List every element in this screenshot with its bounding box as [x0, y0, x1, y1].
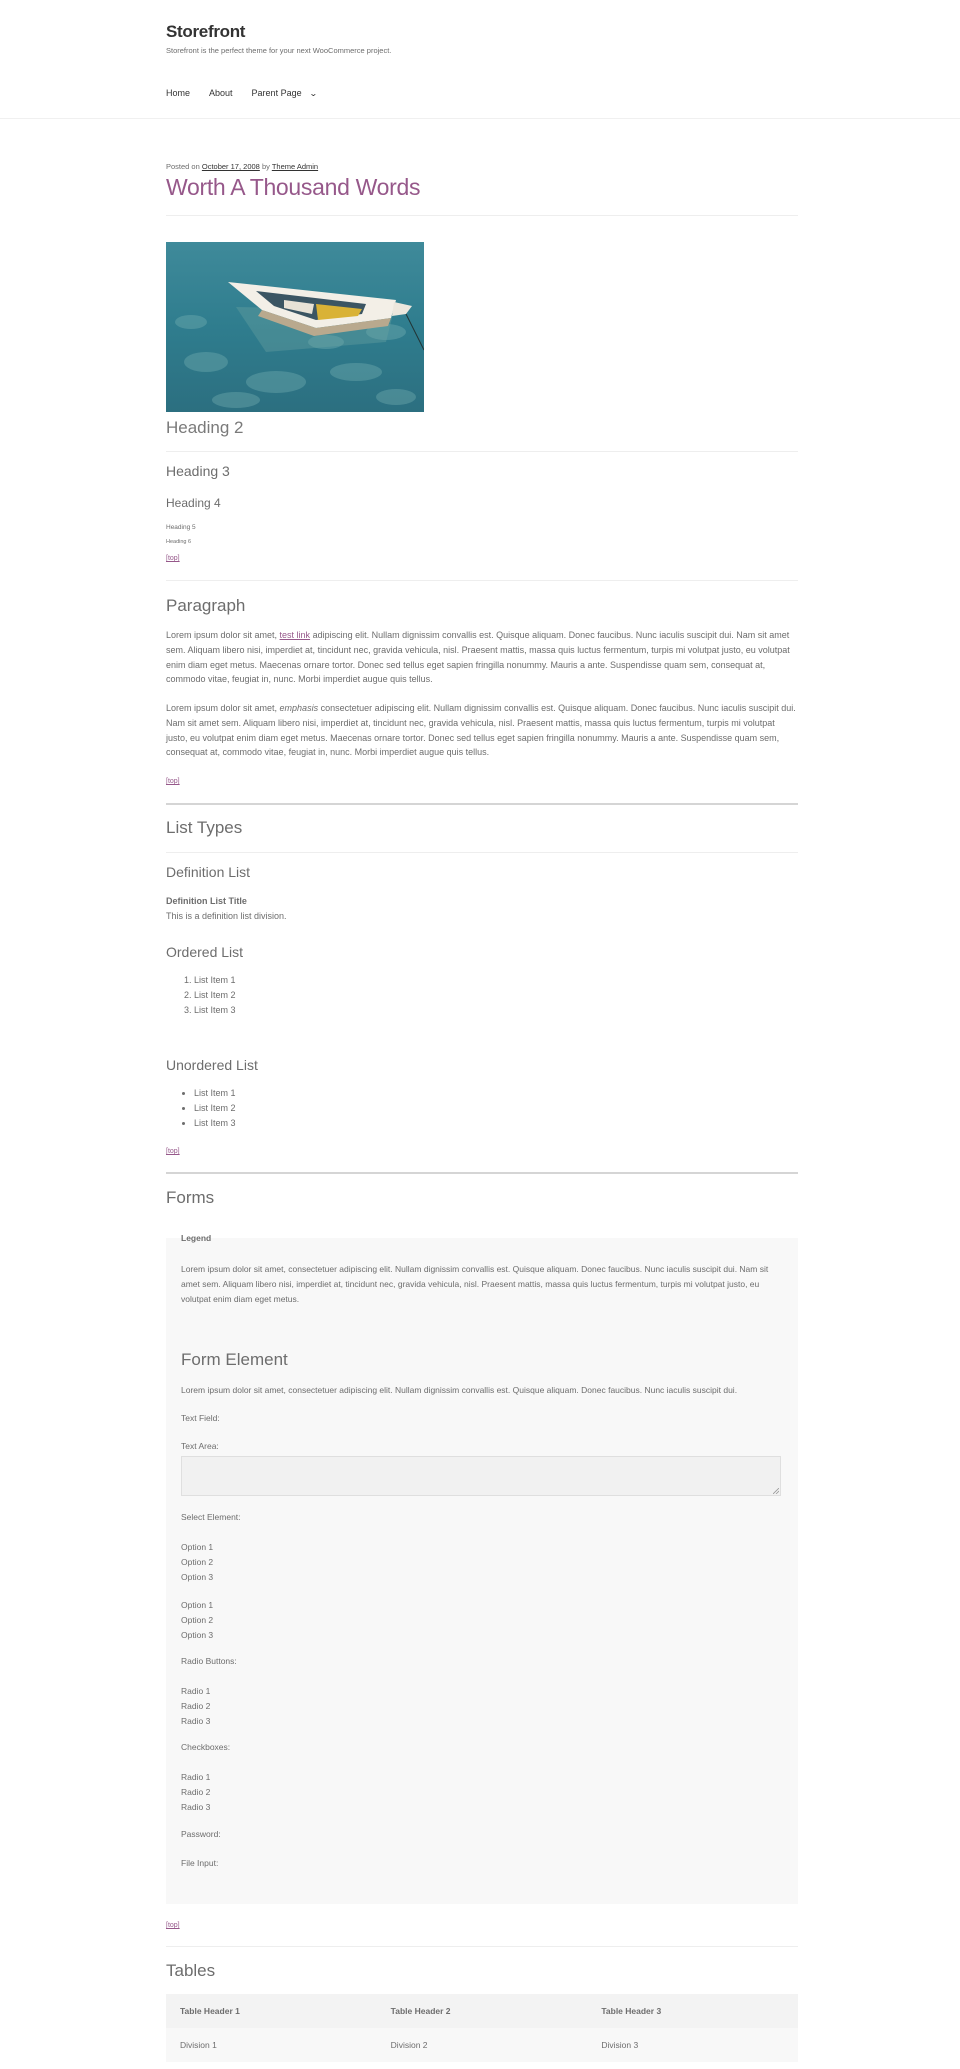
select-element-label: Select Element: — [181, 1512, 241, 1522]
select-options-group-1[interactable] — [181, 1540, 213, 1585]
radio-option[interactable]: Radio 3 — [181, 1716, 211, 1726]
form-fieldset — [166, 1238, 798, 1904]
post-title[interactable]: Worth A Thousand Words — [166, 174, 421, 200]
table-cell: Division 3 — [601, 2040, 639, 2050]
definition-description: This is a definition list division. — [166, 911, 287, 921]
table-cell: Division 1 — [180, 2040, 217, 2050]
list-item: • List Item 3 — [194, 1116, 236, 1131]
top-link[interactable]: [top] — [166, 1922, 180, 1929]
table-header-cell: Table Header 2 — [390, 2006, 451, 2016]
checkbox-option[interactable]: Radio 3 — [181, 1802, 211, 1812]
site-title[interactable]: Storefront — [166, 22, 246, 41]
checkboxes-label: Checkboxes: — [181, 1742, 231, 1752]
post-author-link[interactable]: Theme Admin — [271, 162, 319, 171]
test-link[interactable]: test link — [279, 630, 311, 640]
heading-ordered-list: Ordered List — [166, 944, 244, 960]
nav-item-home[interactable]: Home — [166, 88, 191, 98]
select-options-group-2[interactable] — [181, 1598, 213, 1643]
posted-on-label: Posted on — [166, 162, 200, 171]
emphasis-text: emphasis — [279, 703, 319, 713]
ordered-list — [194, 973, 236, 1017]
site-description: Storefront is the perfect theme for your next WooCommerce project. — [166, 46, 392, 55]
list-item: 1. List Item 1 — [194, 973, 236, 988]
list-item: 3. List Item 3 — [194, 1003, 236, 1018]
list-item: 2. List Item 2 — [194, 988, 236, 1003]
heading-4: Heading 4 — [166, 496, 221, 510]
divider — [166, 1946, 798, 1947]
primary-navigation — [166, 88, 316, 98]
resize-grip-icon[interactable] — [773, 1488, 779, 1494]
select-option[interactable]: Option 3 — [181, 1630, 214, 1640]
radio-group — [181, 1684, 210, 1729]
section-title-forms: Forms — [166, 1188, 215, 1207]
paragraph-2 — [166, 701, 798, 760]
section-title-list-types: List Types — [166, 818, 243, 837]
list-item: • List Item 1 — [194, 1086, 236, 1101]
table-header-cell: Table Header 3 — [601, 2006, 662, 2016]
chevron-down-icon[interactable]: ⌄ — [308, 89, 318, 98]
divider — [166, 451, 798, 452]
table-cell: Division 2 — [390, 2040, 428, 2050]
heading-6: Heading 6 — [166, 539, 192, 545]
form-element-text: Lorem ipsum dolor sit amet, consectetuer adipiscing elit. Nullam dignissim convallis est. Quisque aliquam. Donec faucibus. Nunc iaculis suscipit dui. — [181, 1385, 738, 1395]
top-link[interactable]: [top] — [166, 1148, 180, 1155]
text-area-label: Text Area: — [181, 1441, 219, 1451]
heading-2: Heading 2 — [166, 418, 244, 437]
table-header-row — [166, 1994, 798, 2028]
list-item: • List Item 2 — [194, 1101, 236, 1116]
top-link[interactable]: [top] — [166, 778, 180, 785]
select-option[interactable]: Option 2 — [181, 1615, 214, 1625]
section-title-tables: Tables — [166, 1961, 216, 1980]
section-title-paragraph: Paragraph — [166, 596, 246, 615]
legend-text: Lorem ipsum dolor sit amet, consectetuer adipiscing elit. Nullam dignissim convallis est. Quisque aliquam. Donec faucibus. Nunc iaculis suscipit dui. Nam sit amet sem. Aliquam libero nisi, imperdiet at, tincidunt nec, gravida vehicula, nisl. Praesent mattis, massa quis luctus fermentum, turpis mi volutpat justo, eu volutpat enim diam eget metus. — [181, 1264, 769, 1304]
nav-item-parent-page-label: Parent Page — [251, 88, 302, 98]
radio-buttons-label: Radio Buttons: — [181, 1656, 237, 1666]
divider — [166, 852, 798, 853]
checkbox-group — [181, 1770, 210, 1815]
paragraph-text: adipiscing elit. Nullam dignissim convallis est. Quisque aliquam. Donec faucibus. Nunc iaculis suscipit dui. Nam sit amet sem. Aliquam libero nisi, imperdiet at, tincidunt nec, gravida vehicula, nisl. Praesent mattis, massa quis luctus fermentum, turpis mi volutpat justo, eu volutpat enim diam eget metus. Maecenas ornare tortor. Donec sed tellus eget sapien fringilla nonummy. Mauris a ante. Suspendisse quam sem, consequat at, commodo vitae, feugiat in, nunc. Morbi imperdiet augue quis tellus. — [166, 630, 790, 685]
table-header-cell: Table Header 1 — [180, 2006, 240, 2016]
heading-form-element: Form Element — [181, 1350, 288, 1369]
password-label: Password: — [181, 1829, 221, 1839]
checkbox-option[interactable]: Radio 2 — [181, 1787, 211, 1797]
heading-definition-list: Definition List — [166, 864, 251, 880]
heading-unordered-list: Unordered List — [166, 1057, 258, 1073]
select-option[interactable]: Option 1 — [181, 1542, 214, 1552]
site-header — [0, 0, 960, 119]
radio-option[interactable]: Radio 2 — [181, 1701, 211, 1711]
heading-5: Heading 5 — [166, 524, 196, 531]
divider — [166, 803, 798, 805]
paragraph-text: consectetuer adipiscing elit. Nullam dignissim convallis est. Quisque aliquam. Donec faucibus. Nunc iaculis suscipit dui. Nam sit amet sem. Aliquam libero nisi, imperdiet at, tincidunt nec, gravida vehicula, nisl. Praesent mattis, massa quis luctus fermentum, turpis mi volutpat justo, eu volutpat enim diam eget metus. Maecenas ornare tortor. Donec sed tellus eget sapien fringilla nonummy. Mauris a ante. Suspendisse quam sem, consequat at, commodo vitae, feugiat in, nunc. Morbi imperdiet augue quis tellus. — [166, 703, 796, 758]
text-area[interactable] — [181, 1456, 781, 1496]
divider — [166, 580, 798, 581]
nav-item-parent-page[interactable] — [252, 88, 317, 98]
table-row — [166, 2028, 798, 2062]
boat-image — [166, 242, 424, 412]
fieldset-legend: Legend — [181, 1233, 212, 1243]
divider — [166, 1172, 798, 1174]
file-input-label: File Input: — [181, 1858, 219, 1868]
top-link[interactable]: [top] — [166, 555, 180, 562]
paragraph-text: Lorem ipsum dolor sit amet, — [166, 703, 280, 713]
definition-term: Definition List Title — [166, 896, 247, 906]
paragraph-text: Lorem ipsum dolor sit amet, — [166, 630, 280, 640]
select-option[interactable]: Option 1 — [181, 1600, 214, 1610]
nav-item-about[interactable]: About — [209, 88, 233, 98]
select-option[interactable]: Option 3 — [181, 1572, 214, 1582]
text-field-label: Text Field: — [181, 1413, 220, 1423]
post-meta — [166, 162, 318, 171]
checkbox-option[interactable]: Radio 1 — [181, 1772, 211, 1782]
radio-option[interactable]: Radio 1 — [181, 1686, 211, 1696]
post-date-link[interactable]: October 17, 2008 — [201, 162, 260, 171]
unordered-list — [194, 1086, 236, 1130]
divider — [166, 215, 798, 216]
select-option[interactable]: Option 2 — [181, 1557, 214, 1567]
by-label: by — [261, 162, 270, 171]
paragraph-1 — [166, 628, 798, 687]
heading-3: Heading 3 — [166, 463, 230, 479]
